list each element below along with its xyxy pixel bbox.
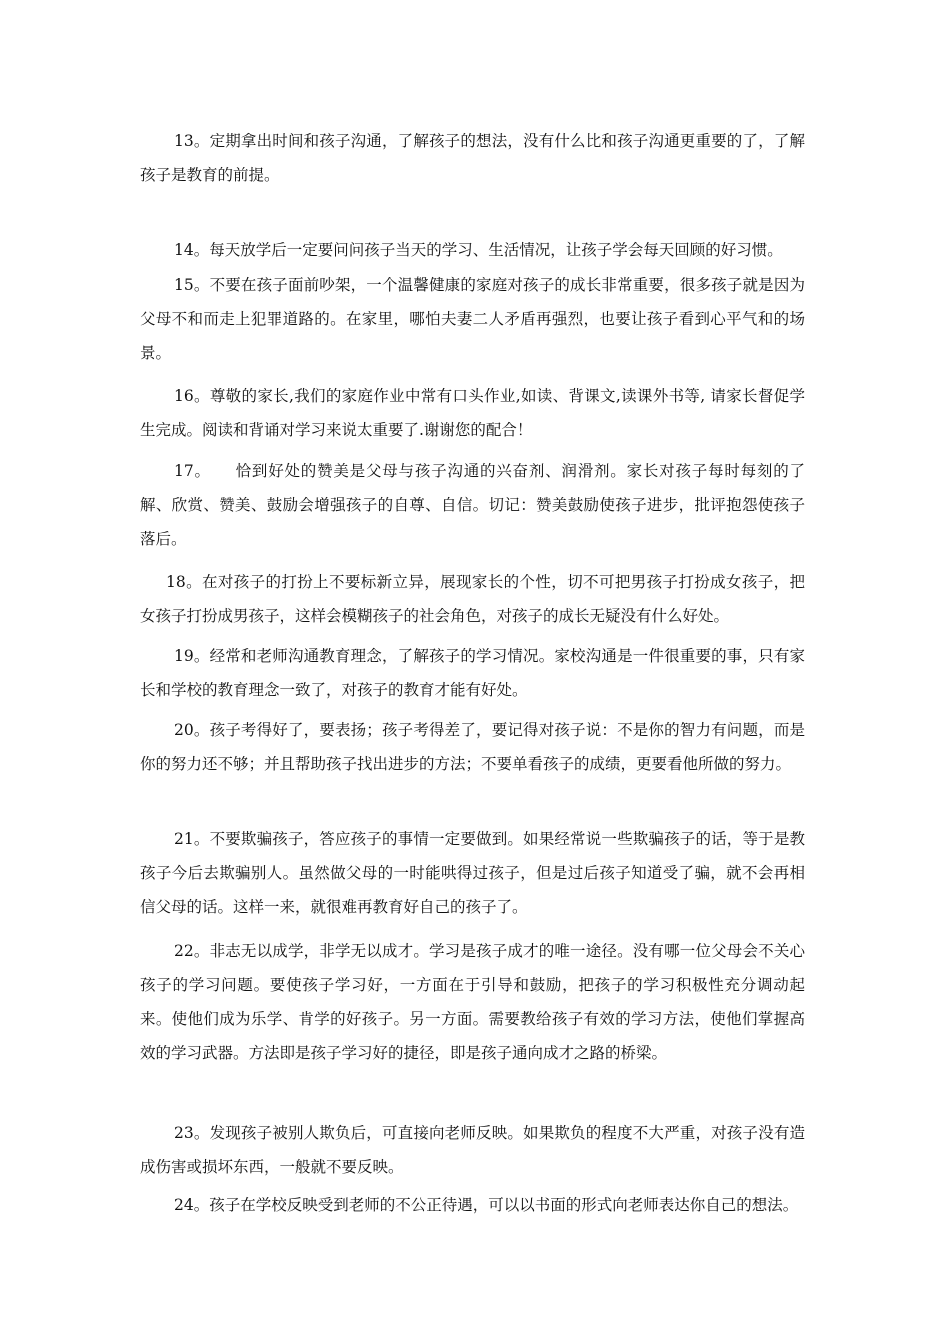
paragraph-19: 19。经常和老师沟通教育理念，了解孩子的学习情况。家校沟通是一件很重要的事，只有家长和学校的教育理念一致了，对孩子的教育才能有好处。 — [140, 647, 805, 699]
paragraph-24: 24。孩子在学校反映受到老师的不公正待遇，可以以书面的形式向老师表达你自己的想法。 — [174, 1196, 799, 1214]
paragraph-15: 15。不要在孩子面前吵架，一个温馨健康的家庭对孩子的成长非常重要，很多孩子就是因为父母不和而走上犯罪道路的。在家里，哪怕夫妻二人矛盾再强烈，也要让孩子看到心平气和的场景。 — [140, 276, 805, 362]
paragraph-22: 22。非志无以成学，非学无以成才。学习是孩子成才的唯一途径。没有哪一位父母会不关心孩子的学习问题。要使孩子学习好，一方面在于引导和鼓励，把孩子的学习积极性充分调动起来。使他们成为乐学、肯学的好孩子。另一方面。需要教给孩子有效的学习方法，使他们掌握高效的学习武器。方法即是孩子学习好的捷径，即是孩子通向成才之路的桥梁。 — [140, 942, 805, 1062]
paragraph-18: 18。在对孩子的打扮上不要标新立异，展现家长的个性，切不可把男孩子打扮成女孩子，把女孩子打扮成男孩子，这样会模糊孩子的社会角色，对孩子的成长无疑没有什么好处。 — [140, 573, 805, 625]
paragraph-23: 23。发现孩子被别人欺负后，可直接向老师反映。如果欺负的程度不大严重，对孩子没有造成伤害或损坏东西，一般就不要反映。 — [140, 1124, 805, 1176]
paragraph-20: 20。孩子考得好了，要表扬；孩子考得差了，要记得对孩子说：不是你的智力有问题，而是你的努力还不够；并且帮助孩子找出进步的方法；不要单看孩子的成绩，更要看他所做的努力。 — [140, 721, 805, 773]
paragraph-21: 21。不要欺骗孩子，答应孩子的事情一定要做到。如果经常说一些欺骗孩子的话，等于是教孩子今后去欺骗别人。虽然做父母的一时能哄得过孩子，但是过后孩子知道受了骗，就不会再相信父母的话。这样一来，就很难再教育好自己的孩子了。 — [140, 830, 805, 916]
paragraph-14: 14。每天放学后一定要问问孩子当天的学习、生活情况，让孩子学会每天回顾的好习惯。 — [174, 241, 783, 259]
paragraph-13: 13。定期拿出时间和孩子沟通，了解孩子的想法，没有什么比和孩子沟通更重要的了，了解孩子是教育的前提。 — [140, 132, 805, 184]
paragraph-16: 16。尊敬的家长,我们的家庭作业中常有口头作业,如读、背课文,读课外书等, 请家长督促学生完成。阅读和背诵对学习来说太重要了.谢谢您的配合！ — [140, 387, 805, 439]
paragraph-17: 17。 恰到好处的赞美是父母与孩子沟通的兴奋剂、润滑剂。家长对孩子每时每刻的了解、欣赏、赞美、鼓励会增强孩子的自尊、自信。切记：赞美鼓励使孩子进步，批评抱怨使孩子落后。 — [140, 462, 805, 548]
